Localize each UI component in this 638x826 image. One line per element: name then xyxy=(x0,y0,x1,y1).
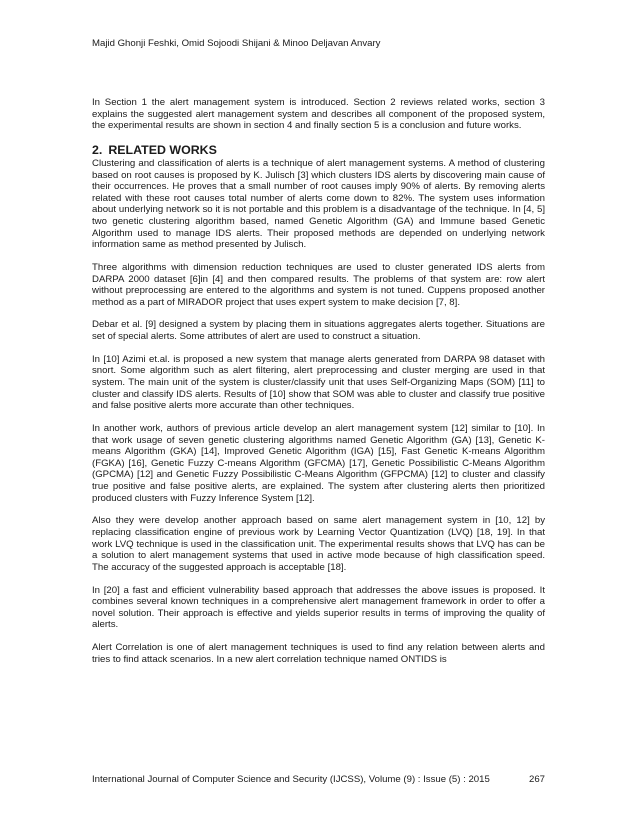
paragraph-5: In another work, authors of previous article develop an alert management system [12] similar to [10]. In that work usage of seven genetic clustering algorithms named Genetic Algorithm (GA) [13], Genetic K-means Algorithm (GKA) [14], Improved Genetic Algorithm (IGA) [15], Fast Genetic K-means Algorithm (FGKA) [16], Genetic Fuzzy C-means Algorithm (GFCMA) [17], Genetic Possibilistic C-Means Algorithm (GPCMA) [12] and Genetic Fuzzy Possibilistic C-Means Algorithm (GFPCMA) [12] to cluster and classify true positive and false positive alerts, are explained. The system after clustering alerts then prioritized produced clusters with Fuzzy Inference System [12]. xyxy=(92,423,545,504)
footer-journal: International Journal of Computer Science and Security (IJCSS), Volume (9) : Issue (5) : 2015 xyxy=(92,774,490,785)
intro-paragraph: In Section 1 the alert management system is introduced. Section 2 reviews related works, section 3 explains the suggested alert management system and describes all component of the proposed system, the experimental results are shown in section 4 and finally section 5 is a conclusion and future works. xyxy=(92,97,545,132)
paragraph-7: In [20] a fast and efficient vulnerability based approach that addresses the above issues is proposed. It combines several known techniques in a comprehensive alert management framework in order to offer a novel solution. Their approach is effective and yields superior results in terms of improving the quality of alerts. xyxy=(92,584,545,631)
running-header-authors: Majid Ghonji Feshki, Omid Sojoodi Shijani & Minoo Deljavan Anvary xyxy=(92,38,381,49)
section-number: 2. xyxy=(92,142,103,157)
section-heading xyxy=(92,143,545,157)
paragraph-3: Debar et al. [9] designed a system by placing them in situations aggregates alerts together. Situations are set of special alerts. Some attributes of alert are used to construct a situation. xyxy=(92,319,545,343)
paragraph-4: In [10] Azimi et.al. is proposed a new system that manage alerts generated from DARPA 98 dataset with snort. Some algorithm such as alert filtering, alert preprocessing and cluster merging are used in that system. The main unit of the system is cluster/classify unit that uses Self-Organizing Maps (SOM) [11] to cluster and classify IDS alerts. Results of [10] show that SOM was able to cluster and classify true positive and false positive alerts more accurate than other techniques. xyxy=(92,353,545,412)
paragraph-2: Three algorithms with dimension reduction techniques are used to cluster generated IDS alerts from DARPA 2000 dataset [6]in [4] and then compared results. The problems of that system are: row alert without preprocessing are entered to the algorithms and system is not tuned. Cuppens proposed another method as a part of MIRADOR project that uses expert system to make decision [7, 8]. xyxy=(92,261,545,308)
section-title: RELATED WORKS xyxy=(108,142,217,157)
page-body xyxy=(92,97,545,676)
page-footer xyxy=(92,774,545,786)
paragraph-8: Alert Correlation is one of alert management techniques is used to find any relation between alerts and tries to find attack scenarios. In a new alert correlation technique named ONTIDS is xyxy=(92,642,545,665)
footer-page-number: 267 xyxy=(528,774,545,785)
paragraph-1: Clustering and classification of alerts is a technique of alert management systems. A method of clustering based on root causes is proposed by K. Julisch [3] which clusters IDS alerts by discovering main cause of their occurrences. He proves that a small number of root causes imply 90% of alerts. By removing alerts related with these root causes total number of alerts come down to 82%. The system uses information about underlying network so it is not portable and this problem is a disadvantage of the technique. In [4, 5] two genetic clustering algorithm based, named Genetic Algorithm (GA) and Immune based Genetic Algorithm used to manage IDS alerts. Their proposed methods are depended on underlying network information same as method presented by Julisch. xyxy=(92,157,545,251)
paragraph-6: Also they were develop another approach based on same alert management system in [10, 12] by replacing classification engine of previous work by Learning Vector Quantization (LVQ) [18, 19]. In that work LVQ technique is used in the classification unit. The experimental results shows that LVQ has can be a solution to alert management systems that used in active mode because of high classification speed. The accuracy of the suggested approach is acceptable [18]. xyxy=(92,515,545,573)
